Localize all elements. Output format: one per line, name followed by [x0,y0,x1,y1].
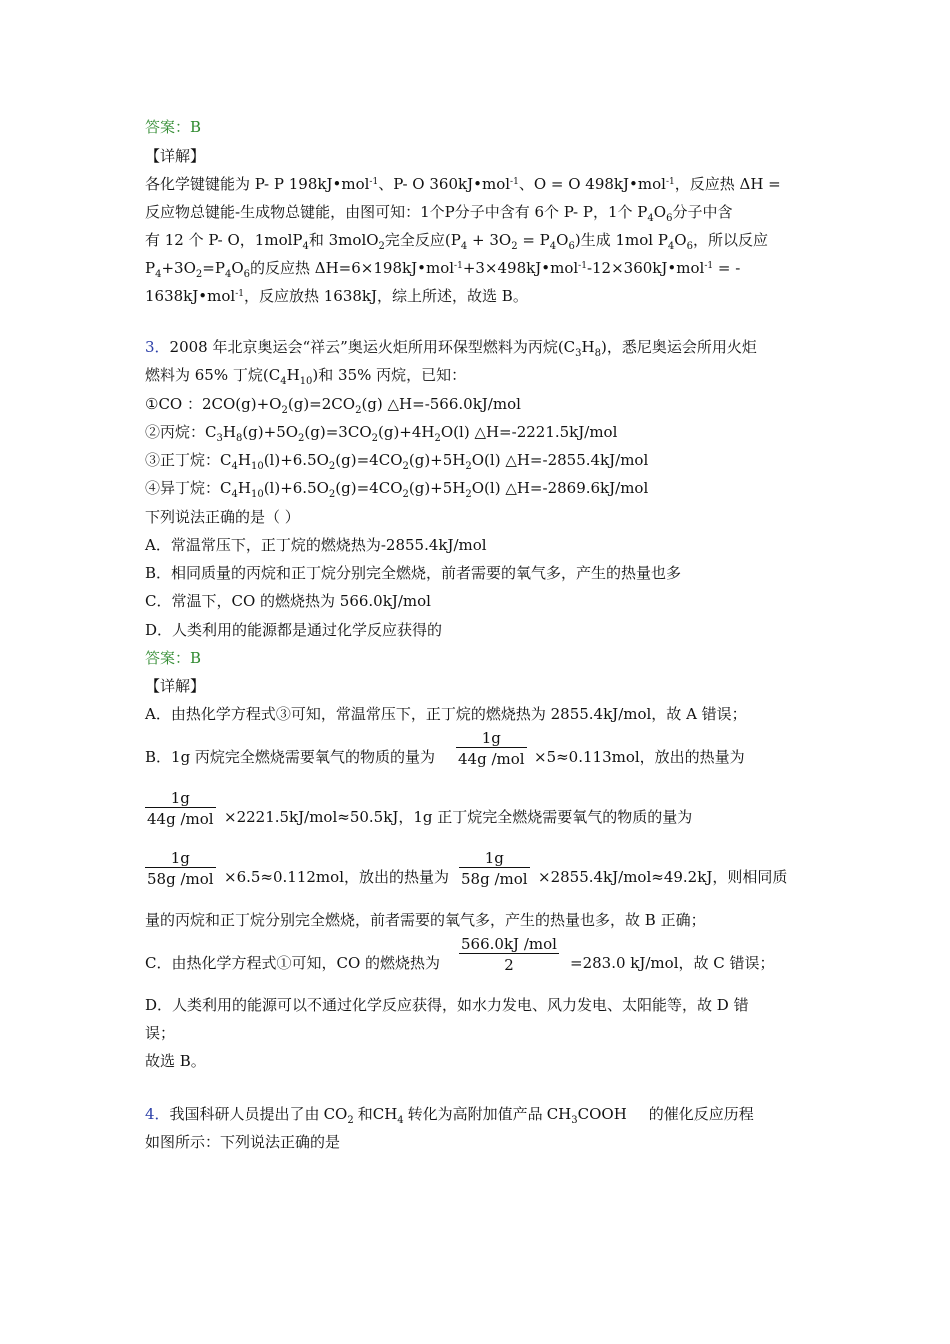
q3-stem-line-1: 3．2008 年北京奥运会“祥云”奥运火炬所用环保型燃料为丙烷$(C_3H_8)$，悉尼奥运会所用火炬 [145,338,757,359]
q3-option-b: B．相同质量的丙烷和正丁烷分别完全燃烧，前者需要的氧气多，产生的热量也多 [145,564,682,582]
q3-conclusion: 故选 B。 [145,1052,206,1070]
fraction-1g-44-b: $\frac{1g}{\text{44g /mol}}$ [147,789,214,828]
q2-detail-heading: 【详解】 [145,147,206,165]
q2-answer: 答案：B [145,118,202,136]
q3-option-a: A．常温常压下，正丁烷的燃烧热为-2855.4kJ/mol [145,536,487,554]
q3-answer: 答案：B [145,649,202,667]
q3-question: 下列说法正确的是（ ） [145,508,300,526]
q3-detail-b-line-3a: ×6.5≈0.112mol，放出的热量为 [224,868,449,886]
q3-detail-c-text: C．由热化学方程式①可知，CO 的燃烧热为 [145,954,441,972]
q3-equation-2: ②丙烷：$C_3H_8(g)+5O_2(g)=3CO_2(g)+4H_2O(l)$ △H=-2221.5kJ/mol [145,423,618,444]
q3-equation-4: ④异丁烷：$C_4H_{10}(l)+6.5O_2(g)=4CO_2(g)+5H_2O(l)$ △H=-2869.6kJ/mol [145,479,649,500]
q3-detail-heading: 【详解】 [145,677,206,695]
q3-detail-b-line-2: ×2221.5kJ/mol≈50.5kJ，1g 正丁烷完全燃烧需要氧气的物质的量为 [224,808,693,826]
q4-stem-line-1: 4．我国科研人员提出了由 $CO_2$ 和$CH_4$ 转化为高附加值产品 $CH_3COOH$ 的催化反应历程 [145,1105,754,1126]
q3-detail-b-line-1-text: B．1g 丙烷完全燃烧需要氧气的物质的量为 [145,748,435,766]
q3-equation-3: ③正丁烷：$C_4H_{10}(l)+6.5O_2(g)=4CO_2(g)+5H_2O(l)$ △H=-2855.4kJ/mol [145,451,649,472]
q3-detail-b-line-4: 量的丙烷和正丁烷分别完全燃烧，前者需要的氧气多，产生的热量也多，故 B 正确； [145,911,706,929]
q3-equation-1: ①CO ：$2CO(g)+O_2(g)=2CO_2(g)$ △H=-566.0kJ/mol [145,395,521,416]
fraction-1g-44: $\frac{1g}{\text{44g /mol}}$ [458,729,525,768]
q3-detail-a: A．由热化学方程式③可知，常温常压下，正丁烷的燃烧热为 2855.4kJ/mol，故 A 错误； [145,705,747,723]
q3-option-c: C．常温下，CO 的燃烧热为 566.0kJ/mol [145,592,431,610]
q4-number: 4． [145,1105,170,1123]
q2-detail-line-5: 1638kJ•mol$^{-1}$，反应放热 1638kJ，综上所述，故选 B。 [145,287,528,305]
q3-detail-d-line-2: 误； [145,1024,176,1042]
q3-detail-b-line-1-rest: ×5≈0.113mol，放出的热量为 [534,748,745,766]
q3-number: 3． [145,338,170,356]
q2-detail-line-1: 各化学键键能为 P- P 198kJ•mol$^{-1}$、P- O 360kJ•mol$^{-1}$、O = O 498kJ•mol$^{-1}$，反应热 ΔH = [145,175,781,193]
fraction-1g-58-b: $\frac{1g}{\text{58g /mol}}$ [461,849,528,888]
q2-detail-line-3: 有 12 个 P- O，1molP$_4$和 3molO$_2$完全反应$(P_4 + 3O_2 = P_4O_6)$生成 1mol $P_4O_6$，所以反应 [145,231,768,252]
q2-detail-line-4: $P_4+3O_2=P_4O_6$的反应热 ΔH=6×198kJ•mol$^{-1}$+3×498kJ•mol$^{-1}$-12×360kJ•mol$^{-1}$ = - [145,259,741,280]
fraction-1g-58: $\frac{1g}{\text{58g /mol}}$ [147,849,214,888]
q3-detail-d-line-1: D．人类利用的能源可以不通过化学反应获得，如水力发电、风力发电、太阳能等，故 D 错 [145,996,749,1014]
q3-detail-c-rest: =283.0 kJ/mol，故 C 错误； [570,954,775,972]
q4-stem-line-2: 如图所示：下列说法正确的是 [145,1133,341,1151]
q3-stem-line-2: 燃料为 65% 丁烷$(C_4H_{10})$和 35% 丙烷，已知： [145,366,467,387]
fraction-566: $\frac{\text{566.0kJ /mol}}{2}$ [461,935,557,974]
q3-option-d: D．人类利用的能源都是通过化学反应获得的 [145,621,443,639]
q3-detail-b-line-3b: ×2855.4kJ/mol≈49.2kJ，则相同质 [538,868,788,886]
q2-detail-line-2: 反应物总键能-生成物总键能，由图可知：1个P分子中含有 6个 P- P，1个 $P_4O_6$分子中含 [145,203,733,224]
